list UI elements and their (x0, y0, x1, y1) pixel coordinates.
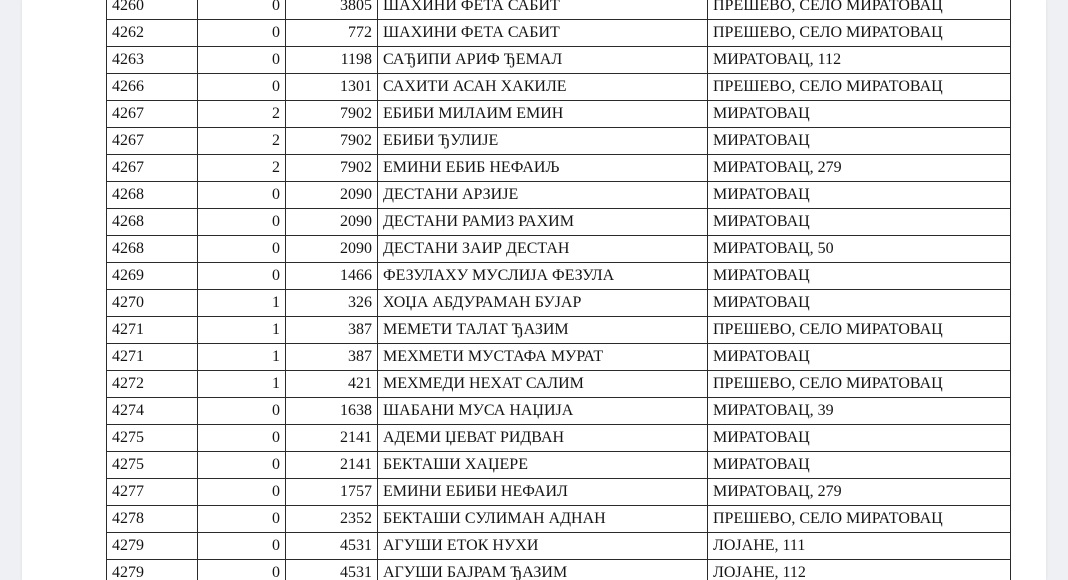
sub-number-cell: 4531 (286, 560, 378, 580)
part-number-cell: 0 (198, 479, 286, 506)
part-number-cell: 2 (198, 155, 286, 182)
owner-name-cell: ЕБИБИ МИЛАИМ ЕМИН (378, 101, 708, 128)
address-cell: МИРАТОВАЦ (708, 128, 1011, 155)
owner-name-cell: ХОЏА АБДУРАМАН БУЈАР (378, 290, 708, 317)
sub-number-cell: 387 (286, 344, 378, 371)
parcel-number-cell: 4279 (107, 560, 198, 580)
address-cell: ПРЕШЕВО, СЕЛО МИРАТОВАЦ (708, 506, 1011, 533)
table-row (107, 101, 1011, 128)
part-number-cell: 2 (198, 101, 286, 128)
part-number-cell: 0 (198, 236, 286, 263)
table-row (107, 263, 1011, 290)
parcel-number-cell: 4277 (107, 479, 198, 506)
parcel-number-cell: 4266 (107, 74, 198, 101)
address-cell: МИРАТОВАЦ, 39 (708, 398, 1011, 425)
parcel-number-cell: 4267 (107, 155, 198, 182)
table-row (107, 506, 1011, 533)
parcel-number-cell: 4270 (107, 290, 198, 317)
table-row (107, 182, 1011, 209)
part-number-cell: 0 (198, 560, 286, 580)
owner-name-cell: ЕМИНИ ЕБИБИ НЕФАИЛ (378, 479, 708, 506)
sub-number-cell: 2090 (286, 182, 378, 209)
owner-name-cell: ШАХИНИ ФЕТА САБИТ (378, 0, 708, 20)
part-number-cell: 0 (198, 533, 286, 560)
table-row (107, 155, 1011, 182)
sub-number-cell: 2141 (286, 452, 378, 479)
address-cell: МИРАТОВАЦ (708, 344, 1011, 371)
parcel-number-cell: 4275 (107, 452, 198, 479)
part-number-cell: 1 (198, 344, 286, 371)
address-cell: МИРАТОВАЦ (708, 182, 1011, 209)
table-row (107, 236, 1011, 263)
parcel-number-cell: 4260 (107, 0, 198, 20)
address-cell: МИРАТОВАЦ (708, 425, 1011, 452)
part-number-cell: 0 (198, 74, 286, 101)
owner-name-cell: ШАБАНИ МУСА НАЏИЈА (378, 398, 708, 425)
owner-name-cell: МЕХМЕДИ НЕХАТ САЛИМ (378, 371, 708, 398)
parcel-number-cell: 4267 (107, 101, 198, 128)
parcel-number-cell: 4267 (107, 128, 198, 155)
address-cell: МИРАТОВАЦ, 112 (708, 47, 1011, 74)
owner-name-cell: ДЕСТАНИ АРЗИЈЕ (378, 182, 708, 209)
table-row (107, 452, 1011, 479)
sub-number-cell: 7902 (286, 155, 378, 182)
owner-name-cell: АГУШИ ЕТОК НУХИ (378, 533, 708, 560)
sub-number-cell: 772 (286, 20, 378, 47)
address-cell: ЛОЈАНЕ, 112 (708, 560, 1011, 580)
owner-name-cell: САЂИПИ АРИФ ЂЕМАЛ (378, 47, 708, 74)
sub-number-cell: 2352 (286, 506, 378, 533)
parcel-number-cell: 4271 (107, 344, 198, 371)
table-row (107, 74, 1011, 101)
table-row (107, 290, 1011, 317)
part-number-cell: 0 (198, 506, 286, 533)
parcel-number-cell: 4279 (107, 533, 198, 560)
sub-number-cell: 7902 (286, 101, 378, 128)
parcel-number-cell: 4275 (107, 425, 198, 452)
part-number-cell: 0 (198, 425, 286, 452)
owner-name-cell: БЕКТАШИ СУЛИМАН АДНАН (378, 506, 708, 533)
sub-number-cell: 1638 (286, 398, 378, 425)
part-number-cell: 0 (198, 398, 286, 425)
owner-name-cell: САХИТИ АСАН ХАКИЛЕ (378, 74, 708, 101)
sub-number-cell: 7902 (286, 128, 378, 155)
part-number-cell: 0 (198, 0, 286, 20)
parcel-number-cell: 4269 (107, 263, 198, 290)
owner-name-cell: ЕМИНИ ЕБИБ НЕФАИЉ (378, 155, 708, 182)
parcel-number-cell: 4268 (107, 209, 198, 236)
address-cell: МИРАТОВАЦ (708, 263, 1011, 290)
owner-name-cell: АГУШИ БАЈРАМ ЂАЗИМ (378, 560, 708, 580)
table-row (107, 128, 1011, 155)
sub-number-cell: 1198 (286, 47, 378, 74)
part-number-cell: 1 (198, 290, 286, 317)
table-row (107, 317, 1011, 344)
address-cell: МИРАТОВАЦ, 279 (708, 479, 1011, 506)
part-number-cell: 0 (198, 452, 286, 479)
address-cell: МИРАТОВАЦ (708, 101, 1011, 128)
part-number-cell: 1 (198, 317, 286, 344)
sub-number-cell: 1466 (286, 263, 378, 290)
address-cell: ПРЕШЕВО, СЕЛО МИРАТОВАЦ (708, 20, 1011, 47)
part-number-cell: 0 (198, 263, 286, 290)
table-row (107, 479, 1011, 506)
owner-name-cell: ФЕЗУЛАХУ МУСЛИЈА ФЕЗУЛА (378, 263, 708, 290)
sub-number-cell: 2090 (286, 209, 378, 236)
sub-number-cell: 421 (286, 371, 378, 398)
part-number-cell: 0 (198, 182, 286, 209)
sub-number-cell: 1757 (286, 479, 378, 506)
registry-table-body (107, 0, 1011, 580)
owner-name-cell: АДЕМИ ЏЕВАТ РИДВАН (378, 425, 708, 452)
owner-name-cell: МЕМЕТИ ТАЛАТ ЂАЗИМ (378, 317, 708, 344)
address-cell: ПРЕШЕВО, СЕЛО МИРАТОВАЦ (708, 371, 1011, 398)
sub-number-cell: 326 (286, 290, 378, 317)
parcel-number-cell: 4274 (107, 398, 198, 425)
table-row (107, 0, 1011, 20)
address-cell: ПРЕШЕВО, СЕЛО МИРАТОВАЦ (708, 317, 1011, 344)
part-number-cell: 0 (198, 47, 286, 74)
table-row (107, 344, 1011, 371)
table-row (107, 20, 1011, 47)
parcel-number-cell: 4268 (107, 182, 198, 209)
address-cell: МИРАТОВАЦ, 279 (708, 155, 1011, 182)
owner-name-cell: ЕБИБИ ЂУЛИЈЕ (378, 128, 708, 155)
sub-number-cell: 1301 (286, 74, 378, 101)
sub-number-cell: 3805 (286, 0, 378, 20)
parcel-number-cell: 4263 (107, 47, 198, 74)
table-row (107, 560, 1011, 580)
owner-name-cell: ШАХИНИ ФЕТА САБИТ (378, 20, 708, 47)
parcel-number-cell: 4262 (107, 20, 198, 47)
address-cell: ЛОЈАНЕ, 111 (708, 533, 1011, 560)
sub-number-cell: 2141 (286, 425, 378, 452)
table-row (107, 533, 1011, 560)
table-row (107, 398, 1011, 425)
part-number-cell: 1 (198, 371, 286, 398)
address-cell: МИРАТОВАЦ (708, 290, 1011, 317)
table-row (107, 425, 1011, 452)
parcel-number-cell: 4278 (107, 506, 198, 533)
table-row (107, 47, 1011, 74)
part-number-cell: 2 (198, 128, 286, 155)
owner-name-cell: БЕКТАШИ ХАЏЕРЕ (378, 452, 708, 479)
document-page (22, 0, 1046, 580)
address-cell: МИРАТОВАЦ (708, 452, 1011, 479)
sub-number-cell: 2090 (286, 236, 378, 263)
sub-number-cell: 4531 (286, 533, 378, 560)
parcel-number-cell: 4268 (107, 236, 198, 263)
address-cell: МИРАТОВАЦ, 50 (708, 236, 1011, 263)
registry-table (106, 0, 1011, 580)
part-number-cell: 0 (198, 20, 286, 47)
table-row (107, 209, 1011, 236)
parcel-number-cell: 4272 (107, 371, 198, 398)
sub-number-cell: 387 (286, 317, 378, 344)
parcel-number-cell: 4271 (107, 317, 198, 344)
address-cell: ПРЕШЕВО, СЕЛО МИРАТОВАЦ (708, 0, 1011, 20)
part-number-cell: 0 (198, 209, 286, 236)
owner-name-cell: ДЕСТАНИ ЗАИР ДЕСТАН (378, 236, 708, 263)
address-cell: ПРЕШЕВО, СЕЛО МИРАТОВАЦ (708, 74, 1011, 101)
table-row (107, 371, 1011, 398)
owner-name-cell: ДЕСТАНИ РАМИЗ РАХИМ (378, 209, 708, 236)
address-cell: МИРАТОВАЦ (708, 209, 1011, 236)
owner-name-cell: МЕХМЕТИ МУСТАФА МУРАТ (378, 344, 708, 371)
